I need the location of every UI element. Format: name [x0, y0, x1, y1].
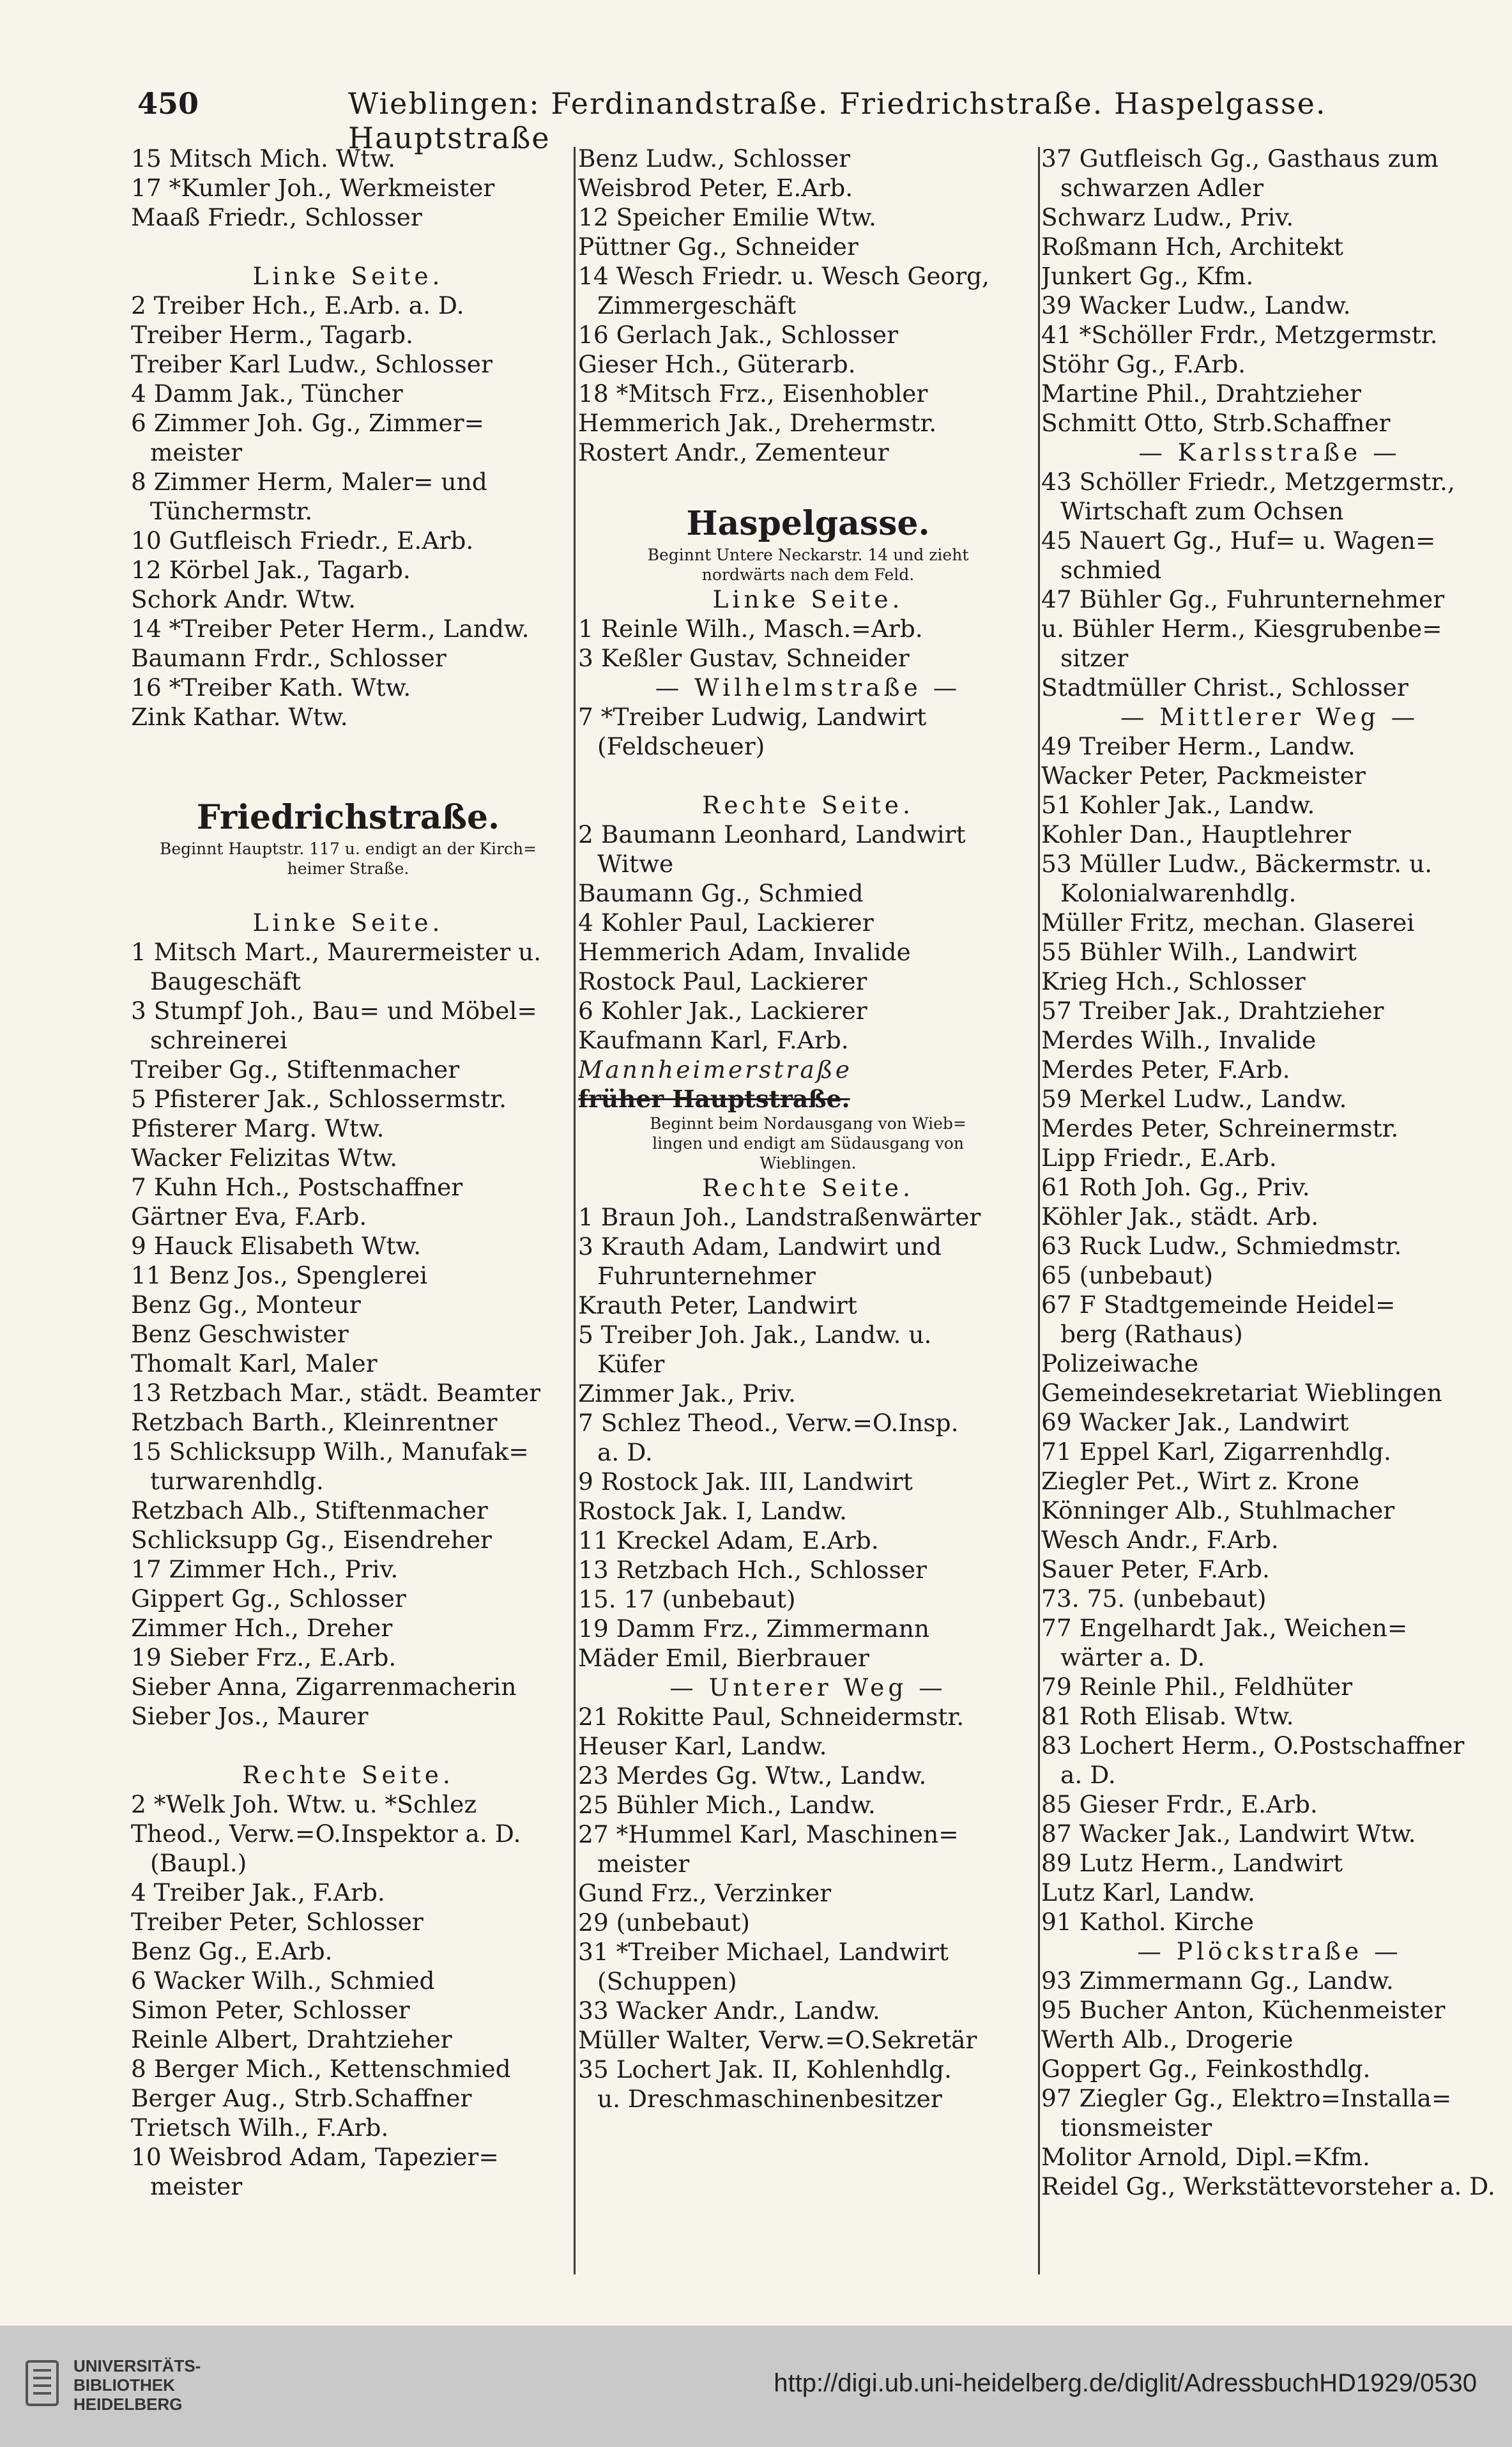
directory-entry: 9 Rostock Jak. III, Landwirt [578, 1468, 913, 1496]
directory-entry: 3 Stumpf Joh., Bau= und Möbel= [131, 997, 537, 1025]
directory-entry: Wirtschaft zum Ochsen [1060, 497, 1344, 525]
directory-entry: Merdes Peter, F.Arb. [1041, 1055, 1290, 1084]
directory-entry: 63 Ruck Ludw., Schmiedmstr. [1041, 1232, 1402, 1260]
directory-entry: 25 Bühler Mich., Landw. [578, 1791, 876, 1819]
directory-entry: Küfer [597, 1350, 665, 1378]
side-heading: Linke Seite. [712, 585, 904, 613]
page-header [137, 86, 1389, 155]
column-middle [578, 144, 1038, 2265]
directory-entry: Wesch Andr., F.Arb. [1041, 1526, 1279, 1554]
directory-entry: 11 Benz Jos., Spenglerei [131, 1261, 428, 1289]
directory-entry: meister [150, 2172, 243, 2200]
directory-entry: Rostert Andr., Zementeur [578, 438, 889, 466]
directory-entry: Köhler Jak., städt. Arb. [1041, 1202, 1319, 1231]
directory-entry: sitzer [1060, 644, 1129, 672]
directory-entry: Sieber Anna, Zigarrenmacherin [131, 1673, 517, 1701]
spacer [131, 878, 565, 908]
directory-entry: 1 Braun Joh., Landstraßenwärter [578, 1203, 981, 1231]
directory-entry: Reinle Albert, Drahtzieher [131, 2025, 452, 2053]
directory-entry: 55 Bühler Wilh., Landwirt [1041, 938, 1357, 966]
directory-entry: 6 Kohler Jak., Lackierer [578, 997, 867, 1025]
directory-entry: Baumann Gg., Schmied [578, 879, 864, 907]
directory-entry: schreinerei [150, 1026, 287, 1054]
spacer [578, 761, 1038, 790]
directory-entry: 61 Roth Joh. Gg., Priv. [1041, 1173, 1310, 1201]
directory-entry: 69 Wacker Jak., Landwirt [1041, 1408, 1349, 1436]
spacer [131, 732, 565, 761]
page-number: 450 [137, 86, 199, 121]
street-note: Beginnt beim Nordausgang von Wieb= [650, 1114, 966, 1133]
side-heading: — Unterer Weg — [669, 1673, 947, 1701]
directory-entry: Weisbrod Peter, E.Arb. [578, 174, 853, 202]
directory-entry: Pfisterer Marg. Wtw. [131, 1114, 385, 1142]
directory-entry: 39 Wacker Ludw., Landw. [1041, 291, 1351, 319]
directory-entry: Lutz Karl, Landw. [1041, 1878, 1255, 1906]
directory-entry: Treiber Peter, Schlosser [131, 1908, 424, 1936]
directory-entry: 37 Gutfleisch Gg., Gasthaus zum [1041, 144, 1439, 173]
directory-entry: 16 Gerlach Jak., Schlosser [578, 321, 899, 349]
directory-entry: Müller Fritz, mechan. Glaserei [1041, 909, 1415, 937]
directory-entry: Gemeindesekretariat Wieblingen [1041, 1379, 1442, 1407]
directory-entry: 89 Lutz Herm., Landwirt [1041, 1849, 1343, 1877]
directory-entry: 5 Treiber Joh. Jak., Landw. u. [578, 1321, 932, 1349]
directory-entry: Maaß Friedr., Schlosser [131, 203, 422, 231]
directory-entry: Könninger Alb., Stuhlmacher [1041, 1496, 1395, 1524]
directory-entry: 6 Wacker Wilh., Schmied [131, 1967, 435, 1995]
document-url-link[interactable]: http://digi.ub.uni-heidelberg.de/diglit/AdressbuchHD1929/0530 [774, 2369, 1477, 2397]
side-heading: — Mittlerer Weg — [1120, 703, 1419, 731]
directory-entry: Schork Andr. Wtw. [131, 585, 356, 613]
directory-entry: meister [150, 438, 243, 466]
directory-entry: 7 Kuhn Hch., Postschaffner [131, 1173, 463, 1201]
directory-entry: Benz Geschwister [131, 1320, 349, 1348]
directory-entry: Stöhr Gg., F.Arb. [1041, 350, 1246, 378]
directory-entry: Reidel Gg., Werkstättevorsteher a. D. [1041, 2172, 1495, 2200]
spacer [578, 467, 1038, 496]
directory-entry: Treiber Gg., Stiftenmacher [131, 1055, 460, 1084]
directory-entry: Thomalt Karl, Maler [131, 1349, 378, 1377]
directory-entry: Lipp Friedr., E.Arb. [1041, 1144, 1277, 1172]
directory-entry: 53 Müller Ludw., Bäckermstr. u. [1041, 850, 1433, 878]
spacer [131, 1731, 565, 1760]
directory-entry: 29 (unbebaut) [578, 1908, 750, 1937]
directory-entry: Berger Aug., Strb.Schaffner [131, 2084, 472, 2112]
directory-entry: Krieg Hch., Schlosser [1041, 967, 1306, 995]
directory-entry: 4 Treiber Jak., F.Arb. [131, 1878, 385, 1906]
directory-entry: 4 Damm Jak., Tüncher [131, 380, 403, 408]
directory-entry: 9 Hauck Elisabeth Wtw. [131, 1232, 422, 1260]
directory-entry: Stadtmüller Christ., Schlosser [1041, 673, 1409, 702]
directory-entry: 17 *Kumler Joh., Werkmeister [131, 174, 495, 202]
directory-entry: 83 Lochert Herm., O.Postschaffner [1041, 1731, 1465, 1760]
directory-entry: Baugeschäft [150, 967, 301, 995]
directory-entry: 21 Rokitte Paul, Schneidermstr. [578, 1703, 965, 1731]
directory-entry: Rostock Paul, Lackierer [578, 967, 867, 995]
directory-entry: Hemmerich Adam, Invalide [578, 938, 911, 966]
side-heading: Rechte Seite. [702, 1174, 914, 1202]
directory-entry: 14 Wesch Friedr. u. Wesch Georg, [578, 262, 989, 290]
directory-entry: 13 Retzbach Mar., städt. Beamter [131, 1379, 541, 1407]
directory-entry: Molitor Arnold, Dipl.=Kfm. [1041, 2143, 1370, 2171]
directory-entry: 57 Treiber Jak., Drahtzieher [1041, 997, 1384, 1025]
directory-entry: 2 Baumann Leonhard, Landwirt [578, 820, 966, 848]
directory-entry: Sauer Peter, F.Arb. [1041, 1555, 1270, 1583]
side-heading: Rechte Seite. [242, 1761, 454, 1789]
directory-entry: 77 Engelhardt Jak., Weichen= [1041, 1614, 1408, 1642]
column-divider [574, 147, 576, 2274]
side-heading: Rechte Seite. [702, 791, 914, 819]
directory-entry: tionsmeister [1060, 2113, 1212, 2142]
directory-entry: 11 Kreckel Adam, E.Arb. [578, 1526, 879, 1554]
directory-entry: Rostock Jak. I, Landw. [578, 1497, 847, 1525]
directory-entry: Kolonialwarenhdlg. [1060, 879, 1297, 907]
directory-entry: 85 Gieser Frdr., E.Arb. [1041, 1790, 1318, 1818]
directory-entry: Merdes Peter, Schreinermstr. [1041, 1114, 1399, 1142]
directory-entry: Treiber Karl Ludw., Schlosser [131, 350, 493, 378]
directory-entry: 18 *Mitsch Frz., Eisenhobler [578, 380, 928, 408]
directory-entry: Zink Kathar. Wtw. [131, 703, 348, 731]
directory-entry: 73. 75. (unbebaut) [1041, 1584, 1267, 1613]
directory-entry: Heuser Karl, Landw. [578, 1732, 827, 1760]
directory-entry: Retzbach Alb., Stiftenmacher [131, 1496, 488, 1524]
directory-entry: 81 Roth Elisab. Wtw. [1041, 1702, 1294, 1730]
directory-entry: 10 Gutfleisch Friedr., E.Arb. [131, 526, 474, 555]
directory-entry: Krauth Peter, Landwirt [578, 1291, 857, 1319]
directory-entry: Zimmer Jak., Priv. [578, 1379, 796, 1408]
directory-entry: Kaufmann Karl, F.Arb. [578, 1026, 849, 1054]
directory-entry: 1 Mitsch Mart., Maurermeister u. [131, 938, 542, 966]
directory-entry: a. D. [597, 1438, 653, 1466]
directory-entry: 12 Speicher Emilie Wtw. [578, 203, 876, 231]
directory-entry: meister [597, 1850, 690, 1878]
directory-entry: Gund Frz., Verzinker [578, 1879, 832, 1907]
directory-entry: Fuhrunternehmer [597, 1262, 816, 1290]
column-divider [1038, 147, 1040, 2274]
directory-entry: 95 Bucher Anton, Küchenmeister [1041, 1996, 1446, 2024]
directory-entry: 33 Wacker Andr., Landw. [578, 1997, 880, 2025]
directory-entry: 13 Retzbach Hch., Schlosser [578, 1556, 927, 1584]
column-left [131, 144, 565, 2265]
directory-entry: Gärtner Eva, F.Arb. [131, 1202, 367, 1231]
directory-entry: Merdes Wilh., Invalide [1041, 1026, 1317, 1054]
spacer [131, 761, 565, 790]
directory-entry: Trietsch Wilh., F.Arb. [131, 2113, 389, 2142]
directory-entry: Treiber Herm., Tagarb. [131, 321, 413, 349]
directory-entry: Schwarz Ludw., Priv. [1041, 203, 1294, 231]
library-seal-icon [23, 2358, 61, 2409]
directory-entry: 35 Lochert Jak. II, Kohlenhdlg. [578, 2055, 952, 2083]
directory-entry: Junkert Gg., Kfm. [1041, 262, 1254, 290]
directory-entry: 15. 17 (unbebaut) [578, 1585, 796, 1613]
side-heading: Linke Seite. [252, 909, 444, 937]
directory-entry: 41 *Schöller Frdr., Metzgermstr. [1041, 321, 1438, 349]
directory-entry: 19 Damm Frz., Zimmermann [578, 1615, 930, 1643]
directory-entry: 87 Wacker Jak., Landwirt Wtw. [1041, 1820, 1416, 1848]
directory-entry: 7 Schlez Theod., Verw.=O.Insp. [578, 1409, 959, 1437]
directory-entry: 16 *Treiber Kath. Wtw. [131, 673, 411, 702]
directory-entry: Benz Gg., E.Arb. [131, 1937, 333, 1965]
directory-entry: Martine Phil., Drahtzieher [1041, 380, 1361, 408]
directory-entry: Mäder Emil, Bierbrauer [578, 1644, 869, 1672]
directory-entry: 65 (unbebaut) [1041, 1261, 1213, 1289]
directory-entry: Gieser Hch., Güterarb. [578, 350, 856, 378]
library-name [73, 2356, 201, 2414]
spacer [131, 232, 565, 261]
directory-entry: 15 Schlicksupp Wilh., Manufak= [131, 1438, 529, 1466]
directory-entry: Püttner Gg., Schneider [578, 233, 859, 261]
directory-entry: 31 *Treiber Michael, Landwirt [578, 1938, 949, 1966]
street-note: Beginnt Hauptstr. 117 u. endigt an der Kirch= [159, 840, 537, 858]
side-heading: Linke Seite. [252, 262, 444, 290]
directory-entry: 3 Keßler Gustav, Schneider [578, 644, 910, 672]
street-note: nordwärts nach dem Feld. [701, 565, 915, 584]
directory-entry: 27 *Hummel Karl, Maschinen= [578, 1820, 959, 1848]
directory-entry: Schmitt Otto, Strb.Schaffner [1041, 409, 1391, 437]
directory-entry: 51 Kohler Jak., Landw. [1041, 791, 1315, 819]
directory-entry: Theod., Verw.=O.Inspektor a. D. [131, 1820, 521, 1848]
directory-entry: 7 *Treiber Ludwig, Landwirt [578, 703, 927, 731]
directory-entry: 93 Zimmermann Gg., Landw. [1041, 1967, 1394, 1995]
side-heading: — Karlsstraße — [1138, 438, 1401, 466]
directory-entry: 10 Weisbrod Adam, Tapezier= [131, 2143, 499, 2171]
directory-entry: 97 Ziegler Gg., Elektro=Installa= [1041, 2084, 1452, 2112]
directory-entry: Müller Walter, Verw.=O.Sekretär [578, 2026, 977, 2054]
street-note: Beginnt Untere Neckarstr. 14 und zieht [647, 546, 969, 564]
directory-entry: schwarzen Adler [1060, 174, 1264, 202]
directory-entry: 91 Kathol. Kirche [1041, 1908, 1254, 1936]
directory-entry: 14 *Treiber Peter Herm., Landw. [131, 615, 530, 643]
directory-entry: 5 Pfisterer Jak., Schlossermstr. [131, 1085, 507, 1113]
directory-entry: 8 Berger Mich., Kettenschmied [131, 2055, 511, 2083]
library-name-line: BIBLIOTHEK [73, 2375, 175, 2395]
directory-entry: Zimmergeschäft [597, 291, 797, 319]
directory-entry: (Schuppen) [597, 1967, 737, 1995]
directory-entry: Roßmann Hch, Architekt [1041, 233, 1343, 261]
directory-entry: Witwe [597, 850, 674, 878]
directory-entry: 4 Kohler Paul, Lackierer [578, 909, 874, 937]
directory-entry: 17 Zimmer Hch., Priv. [131, 1555, 399, 1583]
library-footer [0, 2326, 1512, 2447]
directory-entry: turwarenhdlg. [150, 1467, 324, 1495]
directory-entry: 71 Eppel Karl, Zigarrenhdlg. [1041, 1438, 1391, 1466]
directory-entry: 15 Mitsch Mich. Wtw. [131, 144, 395, 173]
directory-entry: a. D. [1060, 1761, 1116, 1789]
directory-entry: 67 F Stadtgemeinde Heidel= [1041, 1291, 1396, 1319]
directory-entry: Retzbach Barth., Kleinrentner [131, 1408, 498, 1436]
directory-entry: 59 Merkel Ludw., Landw. [1041, 1085, 1347, 1113]
directory-entry: 49 Treiber Herm., Landw. [1041, 732, 1355, 760]
directory-entry: Gippert Gg., Schlosser [131, 1584, 406, 1613]
directory-entry: Hemmerich Jak., Drehermstr. [578, 409, 937, 437]
street-note: lingen und endigt am Südausgang von [652, 1134, 964, 1153]
directory-entry: u. Dreschmaschinenbesitzer [597, 2085, 942, 2113]
directory-entry: Goppert Gg., Feinkosthdlg. [1041, 2055, 1371, 2083]
column-right [1041, 144, 1498, 2265]
directory-entry: 45 Nauert Gg., Huf= u. Wagen= [1041, 526, 1436, 555]
directory-entry: Baumann Frdr., Schlosser [131, 644, 447, 672]
directory-entry: Benz Ludw., Schlosser [578, 144, 851, 173]
directory-entry: Simon Peter, Schlosser [131, 1996, 410, 2024]
struck-heading: früher Hauptstraße. [578, 1085, 850, 1113]
directory-entry: wärter a. D. [1060, 1643, 1205, 1671]
street-heading: Friedrichstraße. [196, 798, 500, 837]
directory-entry: 1 Reinle Wilh., Masch.=Arb. [578, 615, 923, 643]
directory-entry: (Baupl.) [150, 1849, 247, 1877]
directory-entry: Wacker Felizitas Wtw. [131, 1144, 398, 1172]
directory-entry: Zimmer Hch., Dreher [131, 1614, 393, 1642]
library-name-line: UNIVERSITÄTS- [73, 2356, 201, 2375]
directory-entry: 2 Treiber Hch., E.Arb. a. D. [131, 291, 464, 319]
directory-entry: 6 Zimmer Joh. Gg., Zimmer= [131, 409, 485, 437]
street-note: heimer Straße. [287, 859, 409, 878]
directory-entry: (Feldscheuer) [597, 732, 765, 760]
directory-entry: 43 Schöller Friedr., Metzgermstr., [1041, 468, 1455, 496]
directory-entry: Benz Gg., Monteur [131, 1291, 361, 1319]
directory-entry: 47 Bühler Gg., Fuhrunternehmer [1041, 585, 1445, 613]
directory-entry: Polizeiwache [1041, 1349, 1199, 1377]
side-heading: — Wilhelmstraße — [655, 673, 961, 702]
directory-entry: 12 Körbel Jak., Tagarb. [131, 556, 411, 584]
directory-entry: u. Bühler Herm., Kiesgrubenbe= [1041, 615, 1442, 643]
street-heading: Haspelgasse. [686, 504, 930, 543]
directory-entry: 23 Merdes Gg. Wtw., Landw. [578, 1761, 927, 1790]
directory-entry: 19 Sieber Frz., E.Arb. [131, 1643, 397, 1671]
side-heading: — Plöckstraße — [1137, 1937, 1402, 1965]
handwritten-correction: Mannheimerstraße [578, 1055, 852, 1084]
directory-entry: Werth Alb., Drogerie [1041, 2025, 1294, 2053]
directory-entry: Tünchermstr. [150, 497, 313, 525]
library-name-line: HEIDELBERG [73, 2395, 183, 2414]
directory-entry: berg (Rathaus) [1060, 1320, 1243, 1348]
directory-entry: Kohler Dan., Hauptlehrer [1041, 820, 1351, 848]
directory-entry: 2 *Welk Joh. Wtw. u. *Schlez [131, 1790, 477, 1818]
directory-entry: Ziegler Pet., Wirt z. Krone [1041, 1467, 1360, 1495]
directory-entry: Wacker Peter, Packmeister [1041, 762, 1366, 790]
directory-entry: 3 Krauth Adam, Landwirt und [578, 1232, 942, 1261]
directory-entry: 8 Zimmer Herm, Maler= und [131, 468, 487, 496]
running-title: Wieblingen: Ferdinandstraße. Friedrichstraße. Haspelgasse. Hauptstraße [348, 86, 1327, 155]
street-note: Wieblingen. [760, 1154, 857, 1172]
directory-entry: 79 Reinle Phil., Feldhüter [1041, 1673, 1353, 1701]
directory-entry: schmied [1060, 556, 1162, 584]
directory-entry: Sieber Jos., Maurer [131, 1702, 369, 1730]
directory-entry: Schlicksupp Gg., Eisendreher [131, 1526, 492, 1554]
